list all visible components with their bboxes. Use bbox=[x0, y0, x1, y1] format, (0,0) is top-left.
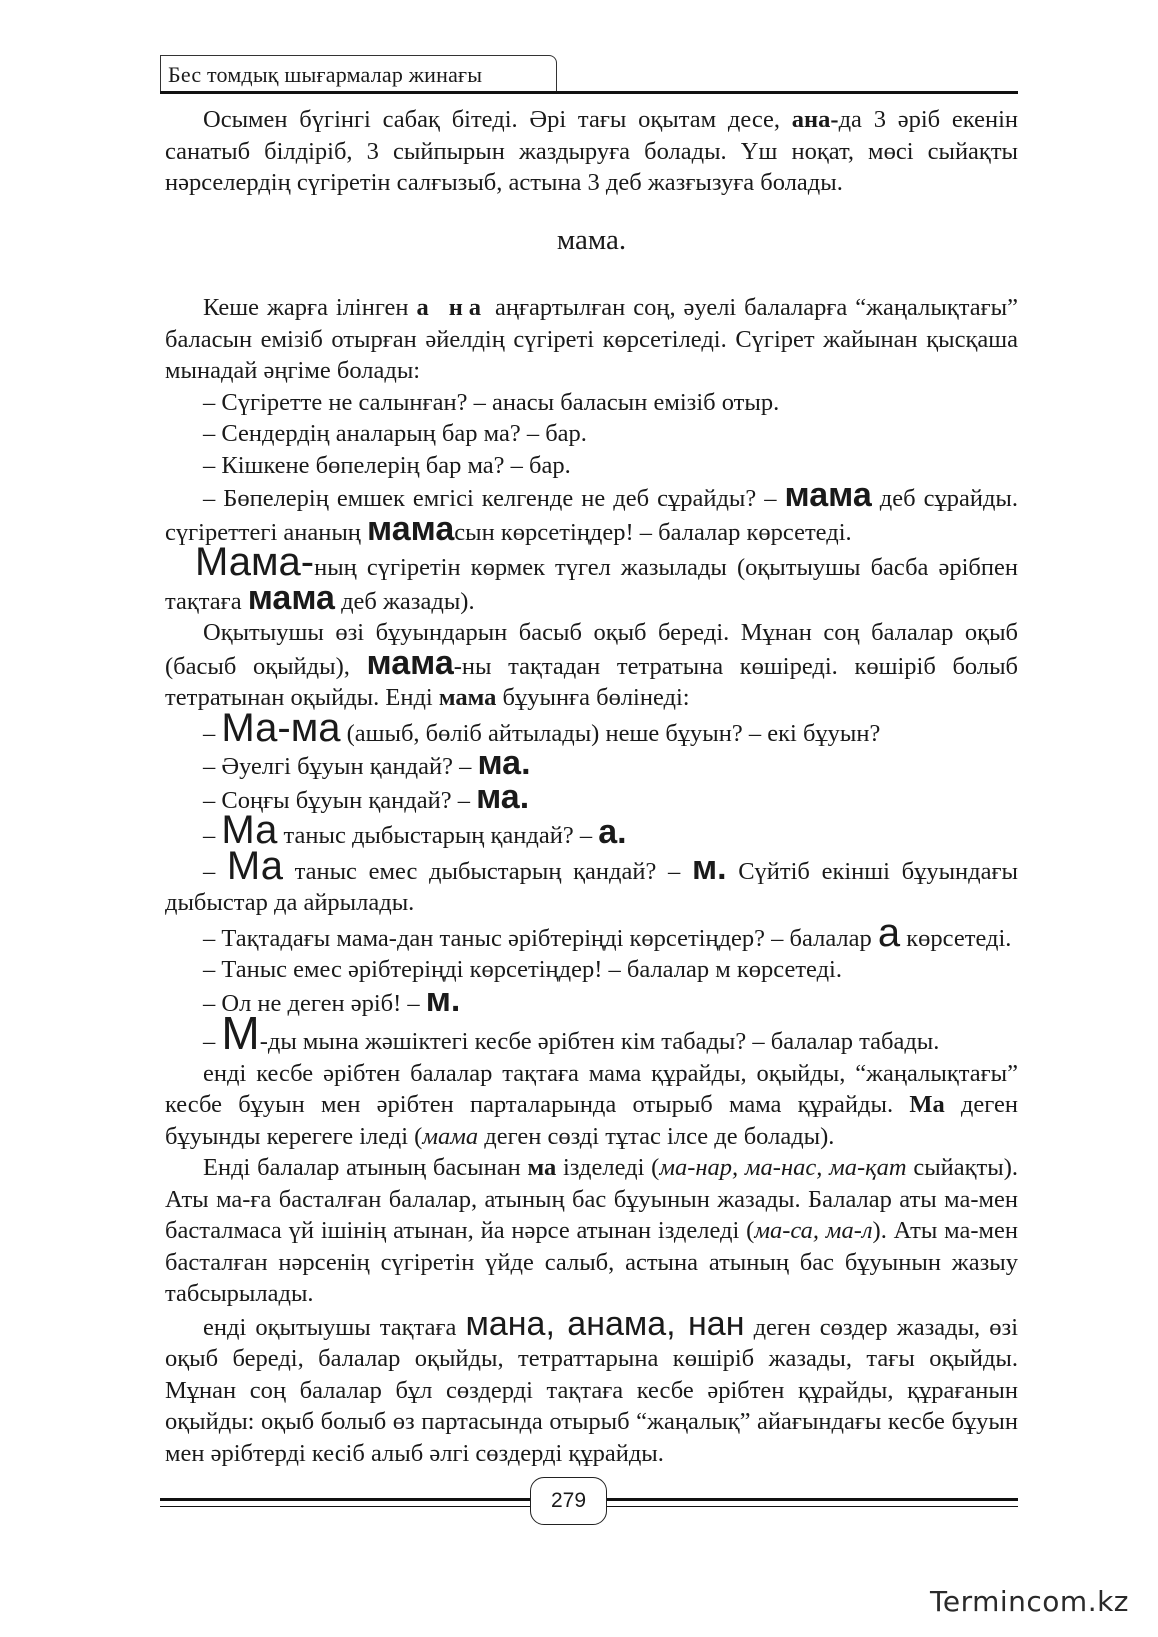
intro-paragraph: Осымен бүгінгі сабақ бітеді. Әрі тағы оқытам десе, ана-да 3 әріб екенін санатыб білдіріб, 3 сыйпырын жаздыруға болады. Үш ноқат, мөсі сыйақты нәрселердің сүгіретін салғызыб, астына 3 деб жазғызуға болады. bbox=[165, 106, 1018, 196]
question-line: – Ма таныс дыбыстарың қандай? – а. bbox=[203, 808, 627, 852]
header-rule bbox=[160, 91, 1018, 94]
dialogue-line: – Кішкене бөпелерің бар ма? – бар. bbox=[203, 451, 571, 479]
question-line: – Ол не деген әріб! – м. bbox=[203, 980, 461, 1019]
question-line: – Әуелгі бұуын қандай? – ма. bbox=[203, 744, 531, 782]
paragraph-5: енді оқытыушы тақтаға мана, анама, нан деген сөздер жазады, өзі оқыб береді, балалар оқыйды, тетраттарына көшіріб жазады, тағы оқыйды. Мұнан соң балалар бұл сөздерді тақтаға кесбе әрібтен құрайды, құрағанын оқыйды: оқыб болыб өз партасында отырыб “жаңалық” айағындағы кесбе бұуын мен әрібтерді кесіб алыб әлгі сөздерді құрайды. bbox=[165, 1304, 1018, 1467]
dialogue-line: – Сендердің аналарың бар ма? – бар. bbox=[203, 420, 587, 447]
section-title: мама. bbox=[556, 223, 627, 256]
watermark-logo: Termincom.kz bbox=[930, 1585, 1130, 1618]
question-line: – Тақтадағы мама-дан таныс әрібтеріңді көрсетіңдер? – балалар а көрсетеді. bbox=[203, 910, 1012, 955]
paragraph-1: Кеше жарға ілінген а на аңғартылған соң, әуелі балаларға “жаңалықтағы” баласын емізіб отырған әйелдің сүгіреті көрсетіледі. Сүгірет жайынан қысқаша мынадай әңгіме болады: bbox=[165, 294, 1018, 384]
paragraph-4: Енді балалар атының басынан ма ізделеді (ма-нар, ма-нас, ма-қат сыйақты). Аты ма-ға басталған балалар, атының бас бұуынын жазады. Балалар аты ма-мен басталмаса үй ішінің атынан, йа нәрсе атынан ізделеді (ма-са, ма-л). Аты ма-мен басталған нәрсенің сүгіретін үйде салыб, астына атының бас бұуынын жазыу табсырылады. bbox=[165, 1154, 1018, 1307]
paragraph-2: Оқытыушы өзі бұуындарын басыб оқыб береді. Мұнан соң балалар оқыб (басыб оқыйды), мама-ны тақтадан тетратына көшіреді. көшіріб болыб тетратынан оқыйды. Енді мама бұуынға бөлінеді: bbox=[165, 619, 1018, 711]
footer-rule-left bbox=[160, 1498, 530, 1507]
page-body bbox=[165, 104, 1018, 1469]
question-line: – М-ды мына жәшіктегі кесбе әрібтен кім табады? – балалар табады. bbox=[203, 1007, 940, 1059]
question-line: – Ма таныс емес дыбыстарың қандай? – м. Сүйтіб екінші бұуындағы дыбыстар да айрылады. bbox=[165, 843, 1018, 916]
dialogue-line: Мама-ның сүгіретін көрмек түгел жазылады (оқытыушы басба әрібпен тақтаға мама деб жазады). bbox=[165, 540, 1018, 617]
running-header: Бес томдық шығармалар жинағы bbox=[168, 62, 483, 87]
footer-rule-right bbox=[605, 1498, 1018, 1507]
question-line: – Соңғы бұуын қандай? – ма. bbox=[203, 777, 530, 816]
page-number: 279 bbox=[530, 1477, 607, 1525]
paragraph-3: енді кесбе әрібтен балалар тақтаға мама құрайды, оқыйды, “жаңалықтағы” кесбе бұуын мен әрібтен парталарында отырыб мама құрайды. Ма деген бұуынды керегеге іледі (мама деген сөзді тұтас ілсе де болады). bbox=[165, 1059, 1018, 1150]
question-line: – Ма-ма (ашыб, бөліб айтылады) неше бұуын? – екі бұуын? bbox=[203, 705, 881, 750]
dialogue-line: – Бөпелерің емшек емгісі келгенде не деб сұрайды? – мама деб сұрайды. сүгіреттегі ананың мамасын көрсетіңдер! – балалар көрсетеді. bbox=[165, 476, 1019, 548]
dialogue-line: – Сүгіретте не салынған? – анасы баласын емізіб отыр. bbox=[203, 388, 780, 416]
question-line: – Таныс емес әрібтеріңді көрсетіңдер! – балалар м көрсетеді. bbox=[203, 956, 842, 983]
